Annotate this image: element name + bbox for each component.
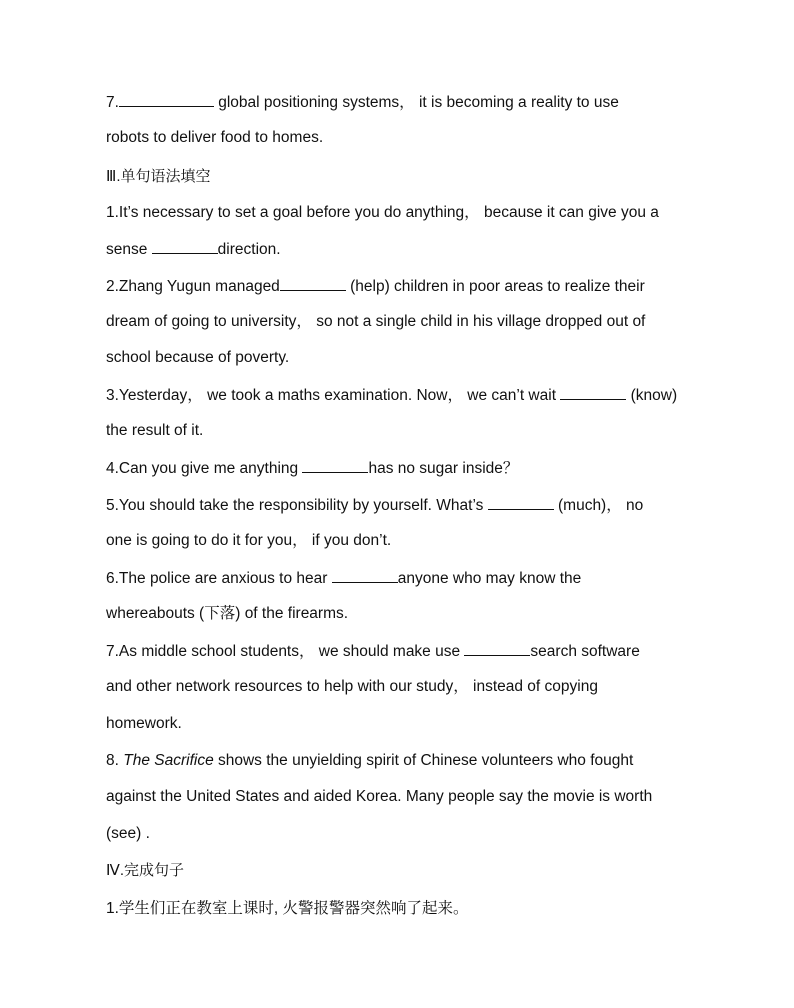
question-8-line-2: against the United States and aided Korea. Many people say the movie is worth (106, 788, 653, 805)
question-7-line-1 (106, 641, 640, 662)
section-heading-4: Ⅳ.完成句子 (106, 862, 185, 879)
question-1-line-1: 1.It’s necessary to set a goal before you do anything， because it can give you a (106, 204, 659, 221)
answer-blank[interactable] (119, 92, 214, 107)
question-3-line-2: the result of it. (106, 422, 204, 439)
question-6-line-1 (106, 568, 581, 589)
question-1-line-2 (106, 239, 281, 260)
movie-title: The Sacrifice (123, 752, 214, 769)
answer-blank[interactable] (560, 385, 626, 400)
text: direction. (217, 241, 281, 258)
text: 8. (106, 752, 124, 769)
question-4-line-1 (106, 458, 518, 479)
answer-blank[interactable] (332, 568, 398, 583)
question-8-line-1 (106, 751, 633, 771)
text: anyone who may know the (397, 570, 582, 587)
text: 5.You should take the responsibility by yourself. What’s (106, 497, 488, 514)
text: 3.Yesterday， we took a maths examination. Now， we can’t wait (106, 387, 561, 404)
text: 2.Zhang Yugun managed (106, 278, 280, 295)
line-q7-prev (106, 92, 619, 113)
question-6-line-2: whereabouts (下落) of the firearms. (106, 605, 349, 622)
question-3-line-1 (106, 385, 677, 406)
text: search software (530, 643, 640, 660)
text: 4.Can you give me anything (106, 460, 303, 477)
question-5-line-1 (106, 495, 643, 516)
section-heading-3: Ⅲ.单句语法填空 (106, 168, 211, 185)
line-text: robots to deliver food to homes. (106, 129, 324, 146)
text: (much)， no (553, 497, 644, 514)
text: shows the unyielding spirit of Chinese volunteers who fought (213, 752, 634, 769)
text: 7.As middle school students， we should make use (106, 643, 465, 660)
completion-1: 1.学生们正在教室上课时, 火警报警器突然响了起来。 (106, 900, 469, 917)
question-5-line-2: one is going to do it for you， if you don’t. (106, 532, 392, 549)
answer-blank[interactable] (152, 239, 218, 254)
question-7-line-3: homework. (106, 715, 182, 732)
text: 7. (106, 94, 119, 111)
answer-blank[interactable] (280, 276, 346, 291)
text: (help) children in poor areas to realize their (345, 278, 645, 295)
answer-blank[interactable] (302, 458, 368, 473)
text: 6.The police are anxious to hear (106, 570, 332, 587)
text: global positioning systems， it is becoming a reality to use (213, 94, 619, 111)
answer-blank[interactable] (488, 495, 554, 510)
text: has no sugar inside？ (368, 460, 519, 477)
question-2-line-1 (106, 276, 645, 297)
question-8-line-3: (see) . (106, 825, 150, 842)
question-2-line-2: dream of going to university， so not a single child in his village dropped out of (106, 313, 646, 330)
question-2-line-3: school because of poverty. (106, 349, 290, 366)
text: sense (106, 241, 152, 258)
question-7-line-2: and other network resources to help with our study， instead of copying (106, 678, 598, 695)
text: (know) (626, 387, 678, 404)
answer-blank[interactable] (464, 641, 530, 656)
